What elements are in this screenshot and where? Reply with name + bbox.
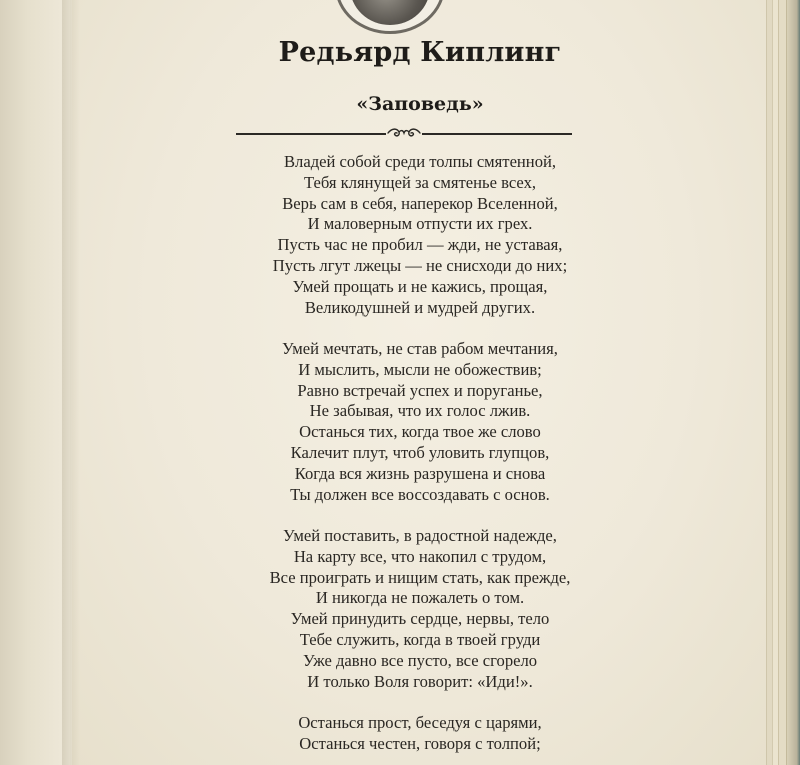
verse-line: И никогда не пожалеть о том. <box>315 588 525 608</box>
stanza <box>72 713 768 755</box>
verse-line: Владей собой среди толпы смятенной, <box>283 152 557 171</box>
portrait-image <box>350 0 430 25</box>
verse-line: Пусть лгут лжецы — не снисходи до них; <box>272 255 568 275</box>
verse-line: Все проиграть и нищим стать, как прежде, <box>269 567 571 587</box>
book-cover-edge <box>786 0 800 765</box>
verse-line: Не забывая, что их голос лжив. <box>309 401 531 421</box>
verse-line: На карту все, что накопил с трудом, <box>293 546 547 566</box>
verse-line: Останься честен, говоря с толпой; <box>299 733 541 753</box>
verse-line: Когда вся жизнь разрушена и снова <box>294 463 546 483</box>
verse-line: Останься прост, беседуя с царями, <box>298 712 542 732</box>
verse-line: Умей поставить, в радостной надежде, <box>283 525 557 545</box>
left-page-edge <box>0 0 70 765</box>
divider-line-right <box>422 133 572 135</box>
poem-text <box>72 152 768 765</box>
verse-line: И только Воля говорит: «Иди!». <box>307 671 533 691</box>
verse-line: Уже давно все пусто, все сгорело <box>302 650 538 670</box>
stanza <box>72 526 768 692</box>
divider-line-left <box>236 133 386 135</box>
verse-line: И мыслить, мысли не обожествив; <box>298 359 542 379</box>
verse-line: Тебе служить, когда в твоей груди <box>299 629 541 649</box>
flourish-icon <box>386 126 422 140</box>
verse-line: Равно встречай успех и поруганье, <box>297 380 543 400</box>
verse-line: Великодушней и мудрей других. <box>304 297 536 317</box>
verse-line: И маловерным отпусти их грех. <box>307 214 533 234</box>
verse-line: Пусть час не пробил — жди, не уставая, <box>277 235 563 255</box>
verse-line: Умей прощать и не кажись, прощая, <box>292 276 548 296</box>
stanza <box>72 339 768 505</box>
verse-line: Останься тих, когда твое же слово <box>299 422 541 442</box>
verse-line: Умей мечтать, не став рабом мечтания, <box>282 338 558 358</box>
verse-line: Ты должен все воссоздавать с основ. <box>290 484 550 504</box>
stanza <box>72 152 768 318</box>
verse-line: Умей принудить сердце, нервы, тело <box>290 609 550 629</box>
verse-line: Верь сам в себя, наперекор Вселенной, <box>282 193 558 213</box>
verse-line: Калечит плут, чтоб уловить глупцов, <box>290 442 550 462</box>
ornamental-divider <box>236 126 572 140</box>
verse-line: Тебя клянущей за смятенье всех, <box>303 172 537 192</box>
poem-title: «Заповедь» <box>356 93 484 115</box>
author-name: Редьярд Киплинг <box>278 37 562 68</box>
